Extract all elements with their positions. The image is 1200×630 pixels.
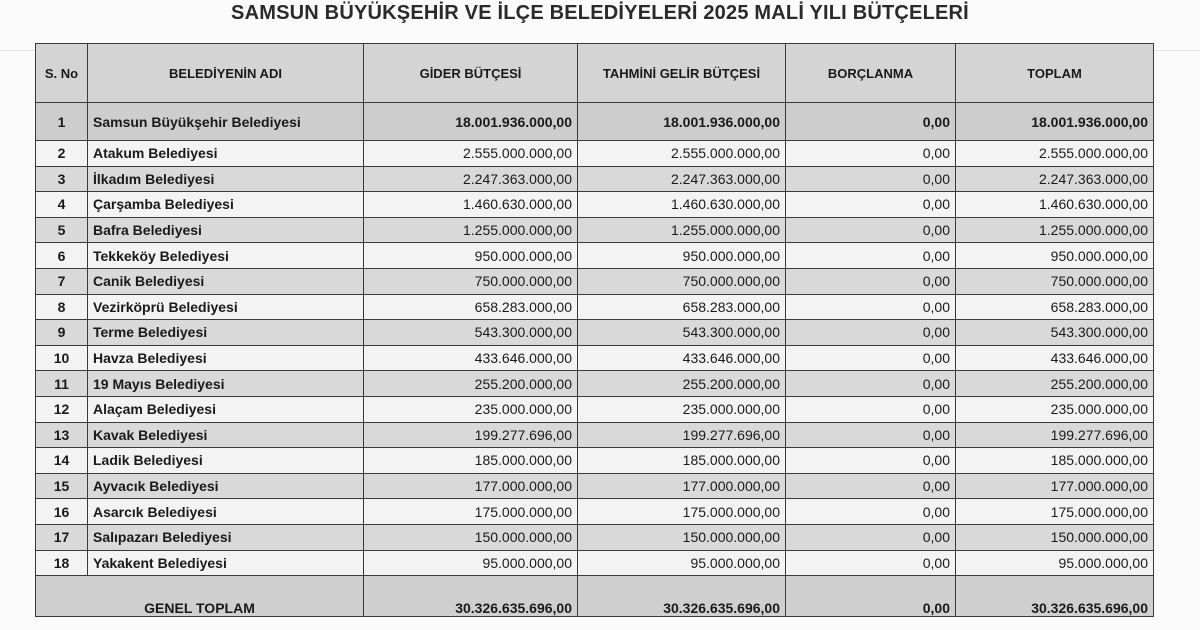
cell-gelir: 658.283.000,00: [578, 294, 786, 320]
cell-toplam: 2.555.000.000,00: [956, 141, 1154, 167]
cell-sno: 16: [36, 499, 88, 525]
cell-gelir: 18.001.936.000,00: [578, 103, 786, 141]
cell-gelir: 150.000.000,00: [578, 524, 786, 550]
table-row: [36, 345, 1154, 371]
cell-name: Canik Belediyesi: [88, 268, 364, 294]
cell-gelir: 199.277.696,00: [578, 422, 786, 448]
cell-sno: 12: [36, 396, 88, 422]
cell-name: İlkadım Belediyesi: [88, 166, 364, 192]
cell-sno: 2: [36, 141, 88, 167]
header-name: BELEDİYENİN ADI: [88, 44, 364, 103]
cell-name: Alaçam Belediyesi: [88, 396, 364, 422]
cell-sno: 5: [36, 217, 88, 243]
cell-sno: 4: [36, 192, 88, 218]
cell-sno: 9: [36, 320, 88, 346]
cell-borc: 0,00: [786, 345, 956, 371]
cell-toplam: 177.000.000,00: [956, 473, 1154, 499]
table-row: [36, 166, 1154, 192]
table-row: [36, 243, 1154, 269]
cell-borc: 0,00: [786, 473, 956, 499]
total-row: [36, 576, 1154, 617]
cell-toplam: 2.247.363.000,00: [956, 166, 1154, 192]
cell-borc: 0,00: [786, 268, 956, 294]
total-label: GENEL TOPLAM: [36, 576, 364, 617]
cell-sno: 13: [36, 422, 88, 448]
cell-gelir: 235.000.000,00: [578, 396, 786, 422]
cell-gider: 177.000.000,00: [364, 473, 578, 499]
total-toplam: 30.326.635.696,00: [956, 576, 1154, 617]
cell-gider: 433.646.000,00: [364, 345, 578, 371]
table-row: [36, 524, 1154, 550]
cell-name: Yakakent Belediyesi: [88, 550, 364, 576]
cell-gider: 255.200.000,00: [364, 371, 578, 397]
cell-gelir: 543.300.000,00: [578, 320, 786, 346]
table-row: [36, 141, 1154, 167]
cell-name: Salıpazarı Belediyesi: [88, 524, 364, 550]
cell-gider: 95.000.000,00: [364, 550, 578, 576]
cell-gelir: 1.460.630.000,00: [578, 192, 786, 218]
cell-sno: 14: [36, 448, 88, 474]
table-row: [36, 268, 1154, 294]
table-row: [36, 422, 1154, 448]
header-gelir: TAHMİNİ GELİR BÜTÇESİ: [578, 44, 786, 103]
cell-gelir: 175.000.000,00: [578, 499, 786, 525]
cell-gelir: 177.000.000,00: [578, 473, 786, 499]
table-row: [36, 550, 1154, 576]
cell-name: Bafra Belediyesi: [88, 217, 364, 243]
cell-name: Atakum Belediyesi: [88, 141, 364, 167]
total-gelir: 30.326.635.696,00: [578, 576, 786, 617]
cell-toplam: 199.277.696,00: [956, 422, 1154, 448]
cell-gelir: 95.000.000,00: [578, 550, 786, 576]
cell-gider: 950.000.000,00: [364, 243, 578, 269]
cell-sno: 10: [36, 345, 88, 371]
cell-gelir: 2.247.363.000,00: [578, 166, 786, 192]
cell-gelir: 950.000.000,00: [578, 243, 786, 269]
cell-borc: 0,00: [786, 103, 956, 141]
cell-gider: 543.300.000,00: [364, 320, 578, 346]
cell-gider: 750.000.000,00: [364, 268, 578, 294]
cell-gider: 150.000.000,00: [364, 524, 578, 550]
cell-gider: 2.247.363.000,00: [364, 166, 578, 192]
cell-name: Samsun Büyükşehir Belediyesi: [88, 103, 364, 141]
cell-borc: 0,00: [786, 294, 956, 320]
document-title: SAMSUN BÜYÜKŞEHİR VE İLÇE BELEDİYELERİ 2025 MALİ YILI BÜTÇELERİ: [231, 2, 969, 24]
table-row: [36, 103, 1154, 141]
header-sno: S. No: [36, 44, 88, 103]
cell-sno: 7: [36, 268, 88, 294]
cell-name: Ayvacık Belediyesi: [88, 473, 364, 499]
cell-toplam: 18.001.936.000,00: [956, 103, 1154, 141]
cell-toplam: 95.000.000,00: [956, 550, 1154, 576]
cell-toplam: 1.460.630.000,00: [956, 192, 1154, 218]
cell-gelir: 750.000.000,00: [578, 268, 786, 294]
cell-gelir: 1.255.000.000,00: [578, 217, 786, 243]
cell-borc: 0,00: [786, 499, 956, 525]
cell-borc: 0,00: [786, 524, 956, 550]
cell-sno: 8: [36, 294, 88, 320]
cell-toplam: 543.300.000,00: [956, 320, 1154, 346]
table-row: [36, 217, 1154, 243]
cell-toplam: 1.255.000.000,00: [956, 217, 1154, 243]
cell-sno: 1: [36, 103, 88, 141]
cell-name: Tekkeköy Belediyesi: [88, 243, 364, 269]
cell-toplam: 950.000.000,00: [956, 243, 1154, 269]
cell-borc: 0,00: [786, 192, 956, 218]
table-row: [36, 294, 1154, 320]
total-gider: 30.326.635.696,00: [364, 576, 578, 617]
total-borc: 0,00: [786, 576, 956, 617]
table-row: [36, 499, 1154, 525]
table-row: [36, 448, 1154, 474]
cell-gider: 199.277.696,00: [364, 422, 578, 448]
cell-borc: 0,00: [786, 550, 956, 576]
cell-sno: 6: [36, 243, 88, 269]
cell-sno: 15: [36, 473, 88, 499]
cell-name: Terme Belediyesi: [88, 320, 364, 346]
cell-borc: 0,00: [786, 141, 956, 167]
cell-gider: 658.283.000,00: [364, 294, 578, 320]
cell-sno: 17: [36, 524, 88, 550]
cell-name: 19 Mayıs Belediyesi: [88, 371, 364, 397]
cell-gelir: 433.646.000,00: [578, 345, 786, 371]
cell-borc: 0,00: [786, 448, 956, 474]
cell-borc: 0,00: [786, 396, 956, 422]
header-toplam: TOPLAM: [956, 44, 1154, 103]
cell-gider: 1.255.000.000,00: [364, 217, 578, 243]
cell-borc: 0,00: [786, 217, 956, 243]
table-row: [36, 473, 1154, 499]
cell-borc: 0,00: [786, 422, 956, 448]
cell-name: Vezirköprü Belediyesi: [88, 294, 364, 320]
cell-gider: 18.001.936.000,00: [364, 103, 578, 141]
cell-gider: 2.555.000.000,00: [364, 141, 578, 167]
cell-name: Asarcık Belediyesi: [88, 499, 364, 525]
cell-toplam: 235.000.000,00: [956, 396, 1154, 422]
table-row: [36, 320, 1154, 346]
cell-name: Kavak Belediyesi: [88, 422, 364, 448]
cell-toplam: 658.283.000,00: [956, 294, 1154, 320]
cell-borc: 0,00: [786, 166, 956, 192]
header-gider: GİDER BÜTÇESİ: [364, 44, 578, 103]
table-header-row: [36, 44, 1154, 103]
cell-toplam: 433.646.000,00: [956, 345, 1154, 371]
cell-borc: 0,00: [786, 243, 956, 269]
cell-toplam: 175.000.000,00: [956, 499, 1154, 525]
cell-gider: 175.000.000,00: [364, 499, 578, 525]
cell-gelir: 255.200.000,00: [578, 371, 786, 397]
cell-name: Ladik Belediyesi: [88, 448, 364, 474]
cell-gider: 235.000.000,00: [364, 396, 578, 422]
cell-sno: 3: [36, 166, 88, 192]
cell-sno: 18: [36, 550, 88, 576]
table-row: [36, 371, 1154, 397]
cell-gider: 1.460.630.000,00: [364, 192, 578, 218]
cell-toplam: 255.200.000,00: [956, 371, 1154, 397]
cell-gider: 185.000.000,00: [364, 448, 578, 474]
cell-sno: 11: [36, 371, 88, 397]
budget-table: [35, 43, 1154, 617]
header-borc: BORÇLANMA: [786, 44, 956, 103]
cell-borc: 0,00: [786, 320, 956, 346]
cell-name: Çarşamba Belediyesi: [88, 192, 364, 218]
table-row: [36, 192, 1154, 218]
cell-toplam: 750.000.000,00: [956, 268, 1154, 294]
cell-toplam: 150.000.000,00: [956, 524, 1154, 550]
cell-borc: 0,00: [786, 371, 956, 397]
table-row: [36, 396, 1154, 422]
cell-toplam: 185.000.000,00: [956, 448, 1154, 474]
cell-gelir: 185.000.000,00: [578, 448, 786, 474]
cell-gelir: 2.555.000.000,00: [578, 141, 786, 167]
cell-name: Havza Belediyesi: [88, 345, 364, 371]
